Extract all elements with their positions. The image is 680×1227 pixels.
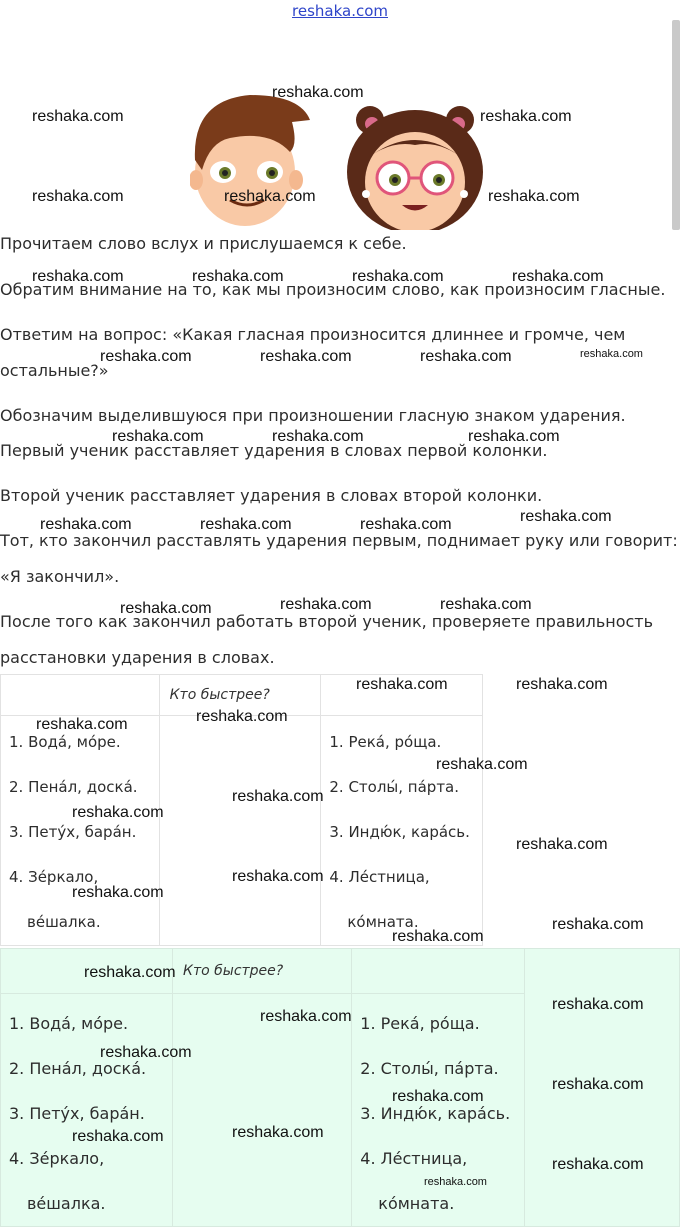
watermark: reshaka.com — [232, 868, 324, 885]
watermark: reshaka.com — [352, 268, 444, 285]
watermark: reshaka.com — [36, 716, 128, 733]
word-pair: 1. Вода́, мо́ре. — [9, 1014, 129, 1033]
word-pair: 1. Река́, ро́ща. — [360, 1014, 480, 1033]
table-header-cell — [352, 949, 524, 994]
word-pair: 1. Река́, ро́ща. — [329, 733, 442, 751]
word-pair: 3. Индю́к, кара́сь. — [329, 823, 470, 841]
paragraph-read-aloud: Прочитаем слово вслух и прислушаемся к себе. — [0, 234, 407, 253]
word-pair: 3. Индю́к, кара́сь. — [360, 1104, 511, 1123]
watermark: reshaka.com — [516, 836, 608, 853]
word-pair: 2. Пена́л, доска́. — [9, 778, 138, 796]
watermark: reshaka.com — [392, 1088, 484, 1105]
watermark: reshaka.com — [100, 348, 192, 365]
watermark: reshaka.com — [520, 508, 612, 525]
words-column-1 — [1, 994, 173, 1227]
paragraph-finished-line1: Тот, кто закончил расставлять ударения первым, поднимает руку или говорит: — [0, 531, 678, 550]
watermark: reshaka.com — [392, 928, 484, 945]
watermark: reshaka.com — [360, 516, 452, 533]
watermark: reshaka.com — [488, 188, 580, 205]
word-pair: ко́мната. — [347, 913, 419, 931]
watermark: reshaka.com — [440, 596, 532, 613]
watermark: reshaka.com — [260, 1008, 352, 1025]
table-header-title: Кто быстрее? — [159, 675, 321, 716]
watermark: reshaka.com — [84, 964, 176, 981]
watermark: reshaka.com — [232, 1124, 324, 1141]
watermark: reshaka.com — [32, 188, 124, 205]
boy-illustration — [190, 95, 310, 226]
site-link[interactable]: reshaka.com — [292, 2, 388, 20]
word-pair: 2. Столы́, па́рта. — [360, 1059, 499, 1078]
empty-column — [159, 716, 321, 946]
words-column-2 — [352, 994, 524, 1227]
paragraph-check-line2: расстановки ударения в словах. — [0, 648, 275, 667]
paragraph-finished-line2: «Я закончил». — [0, 567, 120, 586]
watermark: reshaka.com — [480, 108, 572, 125]
paragraph-first-student: Первый ученик расставляет ударения в словах первой колонки. — [0, 441, 548, 460]
watermark: reshaka.com — [272, 84, 364, 101]
watermark: reshaka.com — [260, 348, 352, 365]
words-column-1 — [1, 716, 160, 946]
watermark: reshaka.com — [552, 916, 644, 933]
paragraph-stress-mark: Обозначим выделившуюся при произношении гласную знаком ударения. — [0, 406, 626, 425]
watermark: reshaka.com — [552, 1156, 644, 1173]
word-pair: 3. Пету́х, бара́н. — [9, 823, 137, 841]
watermark: reshaka.com — [40, 516, 132, 533]
scrollbar[interactable] — [672, 20, 680, 230]
watermark: reshaka.com — [468, 428, 560, 445]
watermark: reshaka.com — [552, 1076, 644, 1093]
watermark: reshaka.com — [196, 708, 288, 725]
word-pair: 2. Столы́, па́рта. — [329, 778, 460, 796]
watermark: reshaka.com — [420, 348, 512, 365]
table-header-title: Кто быстрее? — [173, 949, 352, 994]
word-pair: 4. Зе́ркало, — [9, 1149, 105, 1168]
watermark: reshaka.com — [32, 268, 124, 285]
paragraph-check-line1: После того как закончил работать второй ученик, проверяете правильность — [0, 612, 654, 631]
watermark: reshaka.com — [72, 1128, 164, 1145]
watermark: reshaka.com — [112, 428, 204, 445]
watermark: reshaka.com — [120, 600, 212, 617]
empty-column — [173, 994, 352, 1227]
watermark: reshaka.com — [232, 788, 324, 805]
word-pair: 3. Пету́х, бара́н. — [9, 1104, 145, 1123]
words-column-2 — [321, 716, 483, 946]
watermark: reshaka.com — [280, 596, 372, 613]
watermark: reshaka.com — [580, 348, 643, 360]
watermark: reshaka.com — [356, 676, 448, 693]
watermark: reshaka.com — [72, 884, 164, 901]
watermark: reshaka.com — [272, 428, 364, 445]
children-illustration — [190, 90, 490, 230]
word-pair: 4. Ле́стница, — [360, 1149, 468, 1168]
paragraph-question-line2: остальные?» — [0, 361, 109, 380]
word-pair: 4. Ле́стница, — [329, 868, 430, 886]
watermark: reshaka.com — [192, 268, 284, 285]
table-header-cell — [1, 675, 160, 716]
girl-illustration — [347, 106, 483, 230]
watermark: reshaka.com — [224, 188, 316, 205]
watermark: reshaka.com — [552, 996, 644, 1013]
watermark: reshaka.com — [72, 804, 164, 821]
word-pair: 2. Пена́л, доска́. — [9, 1059, 147, 1078]
watermark: reshaka.com — [436, 756, 528, 773]
word-pair: ве́шалка. — [27, 913, 101, 931]
watermark: reshaka.com — [512, 268, 604, 285]
watermark: reshaka.com — [100, 1044, 192, 1061]
watermark: reshaka.com — [32, 108, 124, 125]
watermark: reshaka.com — [516, 676, 608, 693]
watermark: reshaka.com — [424, 1176, 487, 1188]
word-pair: 4. Зе́ркало, — [9, 868, 99, 886]
paragraph-question-line1: Ответим на вопрос: «Какая гласная произносится длиннее и громче, чем — [0, 325, 626, 344]
word-pair: ве́шалка. — [27, 1194, 106, 1213]
word-pair: ко́мната. — [378, 1194, 455, 1213]
paragraph-second-student: Второй ученик расставляет ударения в словах второй колонки. — [0, 486, 543, 505]
word-pair: 1. Вода́, мо́ре. — [9, 733, 121, 751]
paragraph-attention: Обратим внимание на то, как мы произносим слово, как произносим гласные. — [0, 280, 666, 299]
watermark: reshaka.com — [200, 516, 292, 533]
